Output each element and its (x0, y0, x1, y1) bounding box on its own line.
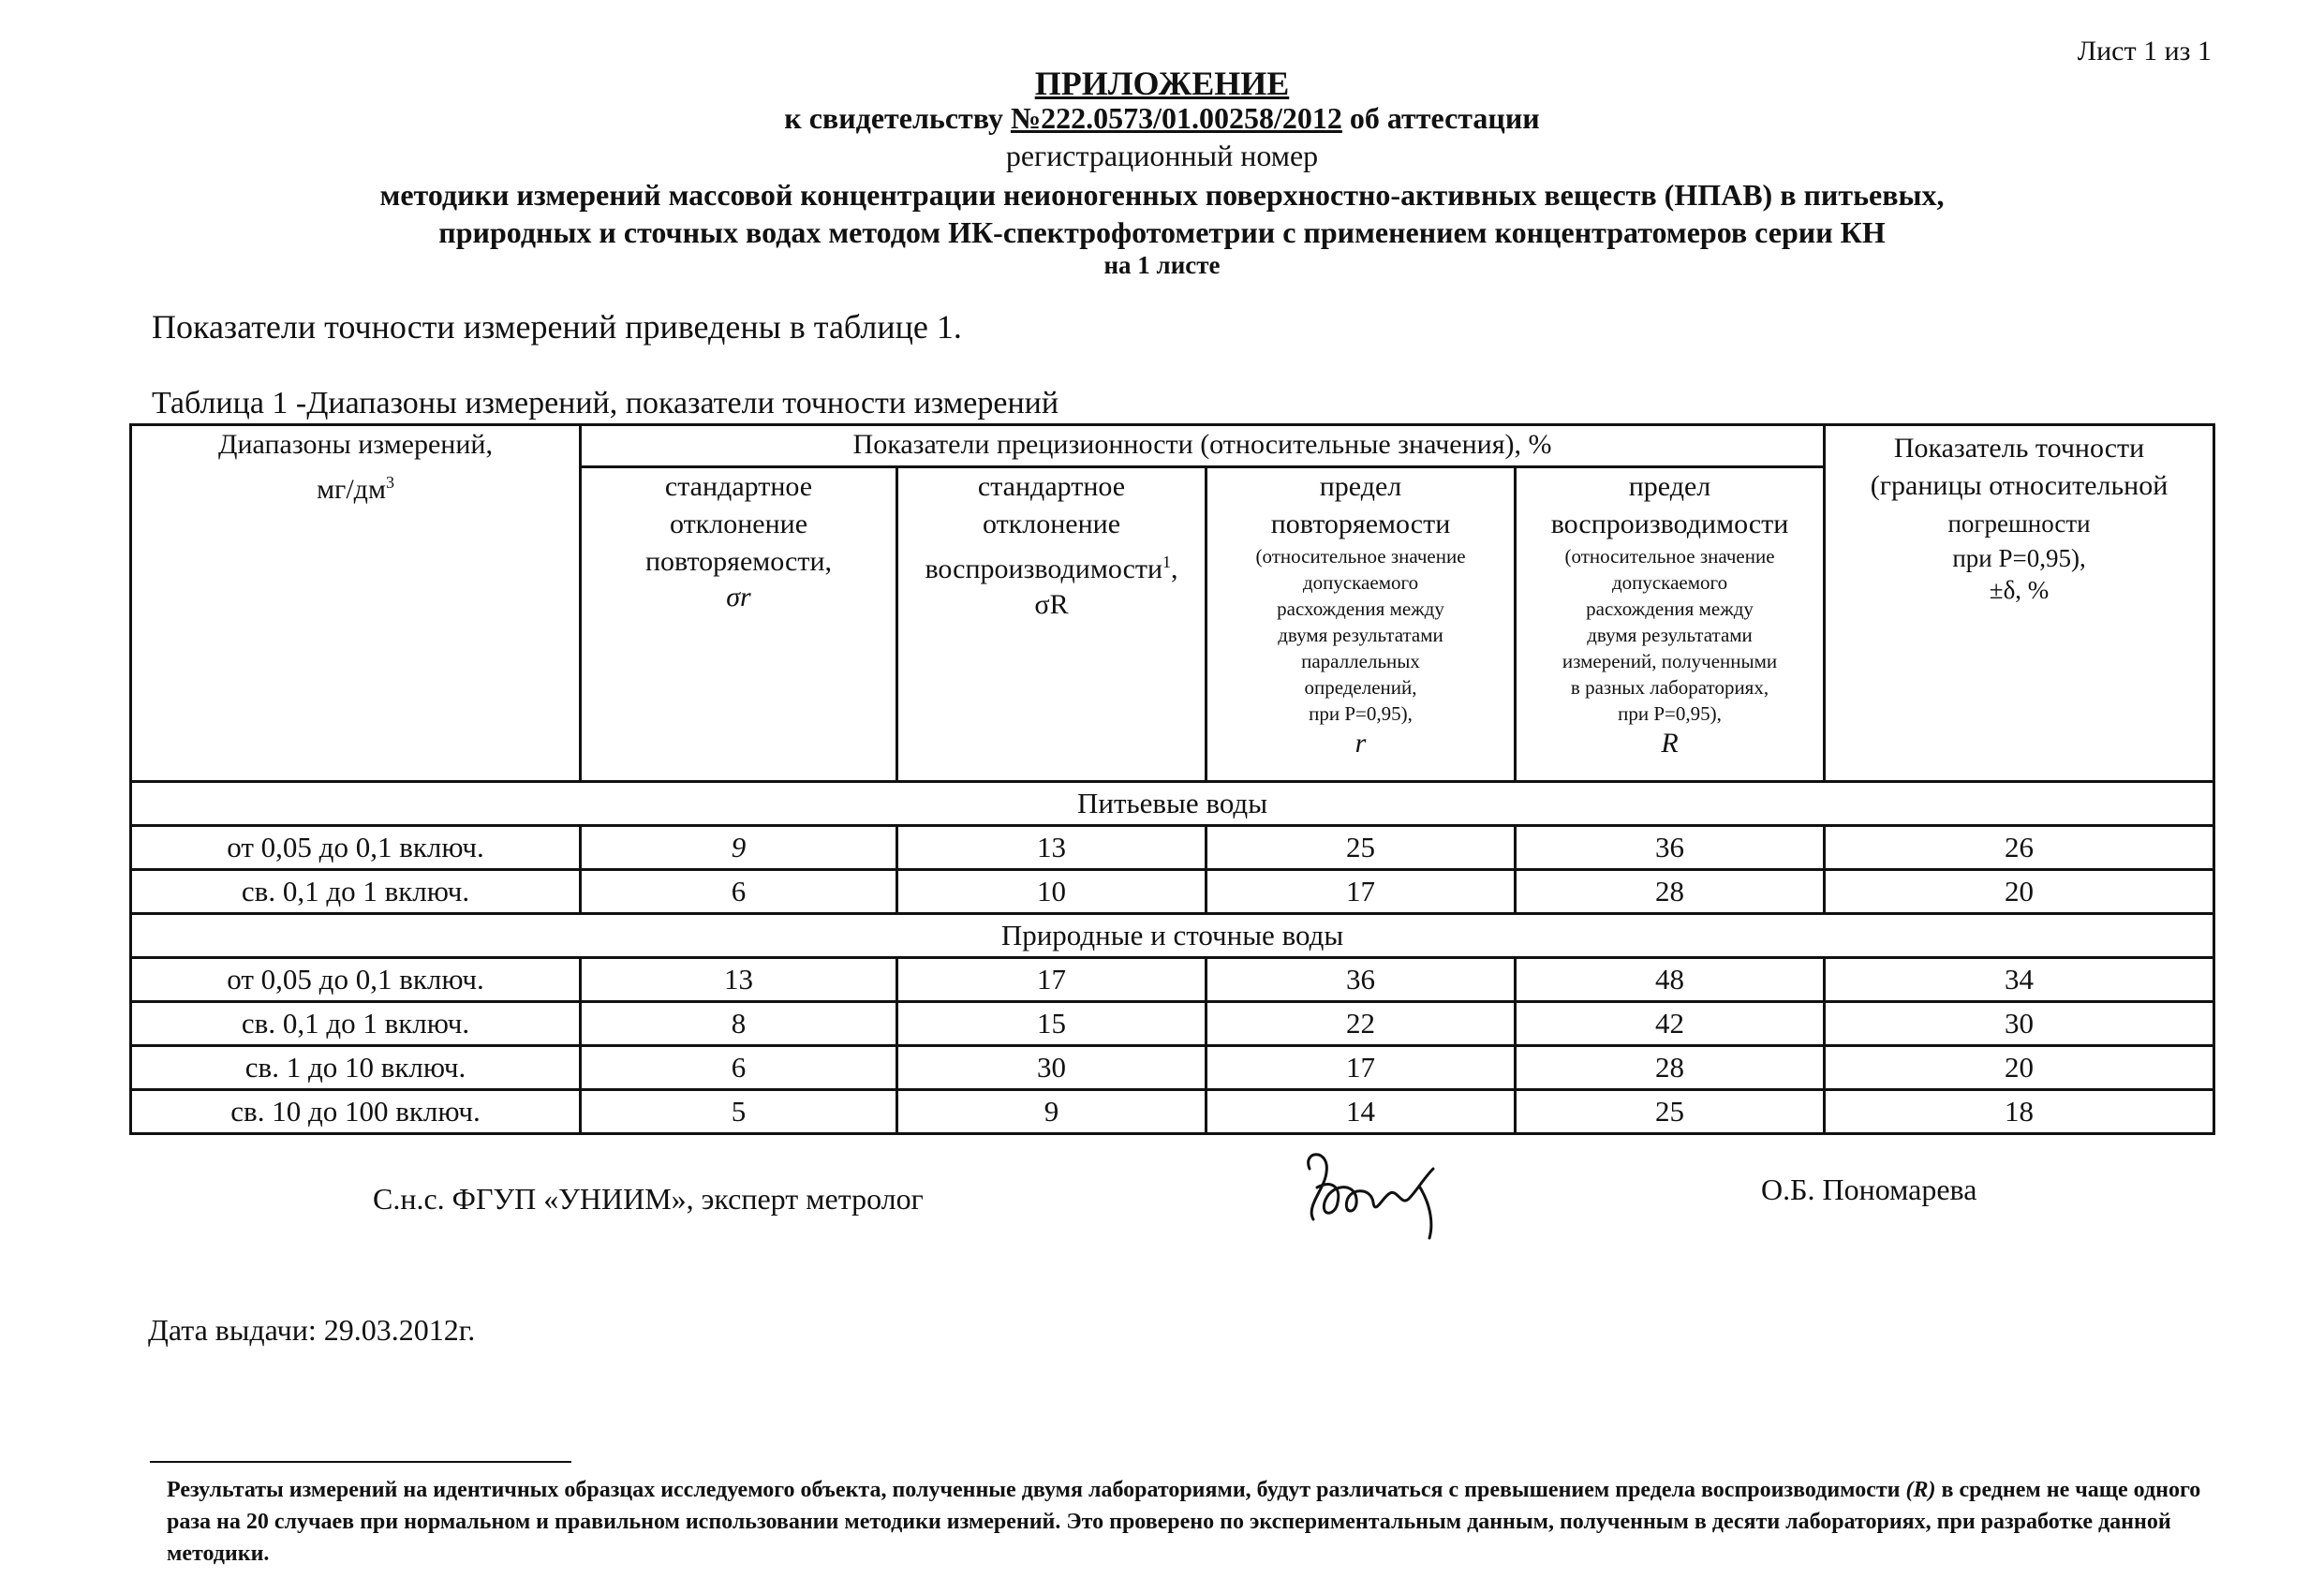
section-natural-waste-water: Природные и сточные воды (131, 914, 2214, 958)
sub3-small4: двумя результатами (1278, 624, 1443, 646)
value-cell: 26 (1825, 826, 2214, 870)
value-cell: 48 (1516, 958, 1825, 1002)
section-drinking-water: Питьевые воды (131, 782, 2214, 826)
table-row (131, 1002, 2214, 1046)
value-cell: 30 (897, 1046, 1206, 1090)
accuracy-line5: ±δ, % (1989, 576, 2050, 604)
value-cell: 30 (1825, 1002, 2214, 1046)
sub2-line3-text: воспроизводимости (925, 553, 1163, 584)
value-cell: 20 (1825, 870, 2214, 914)
header-range-label: Диапазоны измерений, (218, 429, 493, 460)
value-cell: 20 (1825, 1046, 2214, 1090)
value-cell: 14 (1206, 1090, 1516, 1134)
sub4-small1: (относительное значение (1564, 545, 1775, 568)
sub1-symbol: σr (726, 582, 751, 612)
certificate-prefix: к свидетельству (784, 101, 1011, 135)
value-cell: 8 (581, 1002, 897, 1046)
header-range (131, 425, 581, 782)
value-cell: 34 (1825, 958, 2214, 1002)
registration-line: регистрационный номер (1005, 139, 1319, 172)
sub3-small2: допускаемого (1302, 571, 1419, 594)
sub4-symbol: R (1661, 728, 1679, 759)
accuracy-line3: погрешности (1947, 509, 2091, 538)
sub4-small2: допускаемого (1611, 571, 1728, 594)
value-cell: 5 (581, 1090, 897, 1134)
table-row (131, 1046, 2214, 1090)
sheet-number: Лист 1 из 1 (2077, 36, 2212, 66)
sub2-line3-tail: , (1171, 553, 1178, 584)
sub3-small1: (относительное значение (1255, 545, 1466, 568)
header-sigma-r (581, 467, 897, 782)
value-cell: 17 (897, 958, 1206, 1002)
sub4-small3: расхождения между (1586, 597, 1754, 620)
sub2-line2: отклонение (982, 509, 1121, 539)
accuracy-table (129, 423, 2215, 1135)
sub2-symbol: σR (1034, 589, 1069, 620)
sub3-small5: параллельных (1301, 650, 1420, 672)
sub4-small4: двумя результатами (1587, 624, 1753, 646)
sub3-line1: предел (1319, 471, 1402, 502)
value-cell: 15 (897, 1002, 1206, 1046)
header-accuracy (1825, 425, 2214, 782)
value-cell: 9 (581, 826, 897, 870)
header-sigma-R (897, 467, 1206, 782)
range-cell: от 0,05 до 0,1 включ. (131, 826, 581, 870)
footnote-symbol: (R) (1905, 1478, 1936, 1502)
value-cell: 36 (1206, 958, 1516, 1002)
value-cell: 13 (897, 826, 1206, 870)
header-reproducibility-limit (1516, 467, 1825, 782)
footnote-ref: 1 (1162, 553, 1172, 571)
sheets-count: на 1 листе (1103, 251, 1221, 279)
sub3-small7: при Р=0,95), (1309, 702, 1413, 725)
range-cell: св. 0,1 до 1 включ. (131, 870, 581, 914)
signer-name: О.Б. Пономарева (1761, 1173, 1977, 1206)
range-cell: св. 1 до 10 включ. (131, 1046, 581, 1090)
value-cell: 6 (581, 1046, 897, 1090)
accuracy-line4: при Р=0,95), (1952, 544, 2086, 572)
table-row (131, 870, 2214, 914)
value-cell: 28 (1516, 1046, 1825, 1090)
sub4-small6: в разных лабораториях, (1570, 676, 1769, 699)
certificate-suffix: об аттестации (1341, 101, 1540, 135)
accuracy-line2: (границы относительной (1870, 470, 2169, 501)
value-cell: 6 (581, 870, 897, 914)
range-cell: св. 0,1 до 1 включ. (131, 1002, 581, 1046)
sub1-line3: повторяемости, (644, 546, 832, 577)
sub3-small6: определений, (1304, 676, 1417, 699)
value-cell: 9 (897, 1090, 1206, 1134)
value-cell: 42 (1516, 1002, 1825, 1046)
sub2-line3 (904, 543, 1199, 588)
value-cell: 17 (1206, 1046, 1516, 1090)
handwritten-signature (1293, 1141, 1461, 1244)
value-cell: 13 (581, 958, 897, 1002)
sub3-small3: расхождения между (1277, 597, 1444, 620)
intro-text: Показатели точности измерений приведены в таблице 1. (152, 308, 962, 346)
unit-text: мг/дм (317, 474, 386, 505)
footnote-text-2: в среднем не чаще одного раза на 20 случаев при нормальном и правильном использовании методики измерений. Это проверено по экспериментальным данным, полученным в десяти лабораториях, при разработке данной методики. (167, 1478, 2201, 1566)
sub1-line1: стандартное (664, 471, 813, 502)
value-cell: 25 (1206, 826, 1516, 870)
header-precision: Показатели прецизионности (относительные значения), % (581, 425, 1825, 467)
footnote (167, 1474, 2218, 1570)
sub4-line1: предел (1628, 471, 1711, 502)
value-cell: 22 (1206, 1002, 1516, 1046)
sub2-line1: стандартное (977, 471, 1126, 502)
range-cell: от 0,05 до 0,1 включ. (131, 958, 581, 1002)
method-title-line1: методики измерений массовой концентрации неионогенных поверхностно-активных веществ (НПАВ) в питьевых, (379, 178, 1945, 212)
value-cell: 36 (1516, 826, 1825, 870)
sub3-symbol: r (1354, 728, 1367, 759)
table-row (131, 1090, 2214, 1134)
method-title-line2: природных и сточных водах методом ИК-спектрофотометрии с применением концентратомеров серии КН (438, 215, 1886, 249)
certificate-line (0, 101, 2324, 136)
accuracy-line1: Показатель точности (1893, 433, 2145, 464)
table-row (131, 958, 2214, 1002)
value-cell: 28 (1516, 870, 1825, 914)
certificate-number: №222.0573/01.00258/2012 (1010, 101, 1342, 135)
issue-date: Дата выдачи: 29.03.2012г. (148, 1313, 476, 1347)
value-cell: 25 (1516, 1090, 1825, 1134)
header-repeatability-limit (1206, 467, 1516, 782)
value-cell: 17 (1206, 870, 1516, 914)
header-range-unit (138, 464, 573, 509)
sub4-line2: воспроизводимости (1550, 509, 1789, 539)
range-cell: св. 10 до 100 включ. (131, 1090, 581, 1134)
sub3-line2: повторяемости (1270, 509, 1451, 539)
sub4-small5: измерений, полученными (1562, 650, 1778, 672)
value-cell: 10 (897, 870, 1206, 914)
signer-position: С.н.с. ФГУП «УНИИМ», эксперт метролог (373, 1182, 924, 1216)
footnote-text-1: Результаты измерений на идентичных образцах исследуемого объекта, полученные двумя лабораториями, будут различаться с превышением предела воспроизводимости (167, 1478, 1906, 1502)
table-row (131, 826, 2214, 870)
value-cell: 18 (1825, 1090, 2214, 1134)
unit-sup: 3 (385, 473, 394, 492)
document-title: ПРИЛОЖЕНИЕ (1034, 65, 1290, 102)
sub1-line2: отклонение (669, 509, 808, 539)
footnote-divider (150, 1461, 571, 1463)
table-caption: Таблица 1 -Диапазоны измерений, показатели точности измерений (152, 386, 1059, 420)
sub4-small7: при Р=0,95), (1618, 702, 1722, 725)
